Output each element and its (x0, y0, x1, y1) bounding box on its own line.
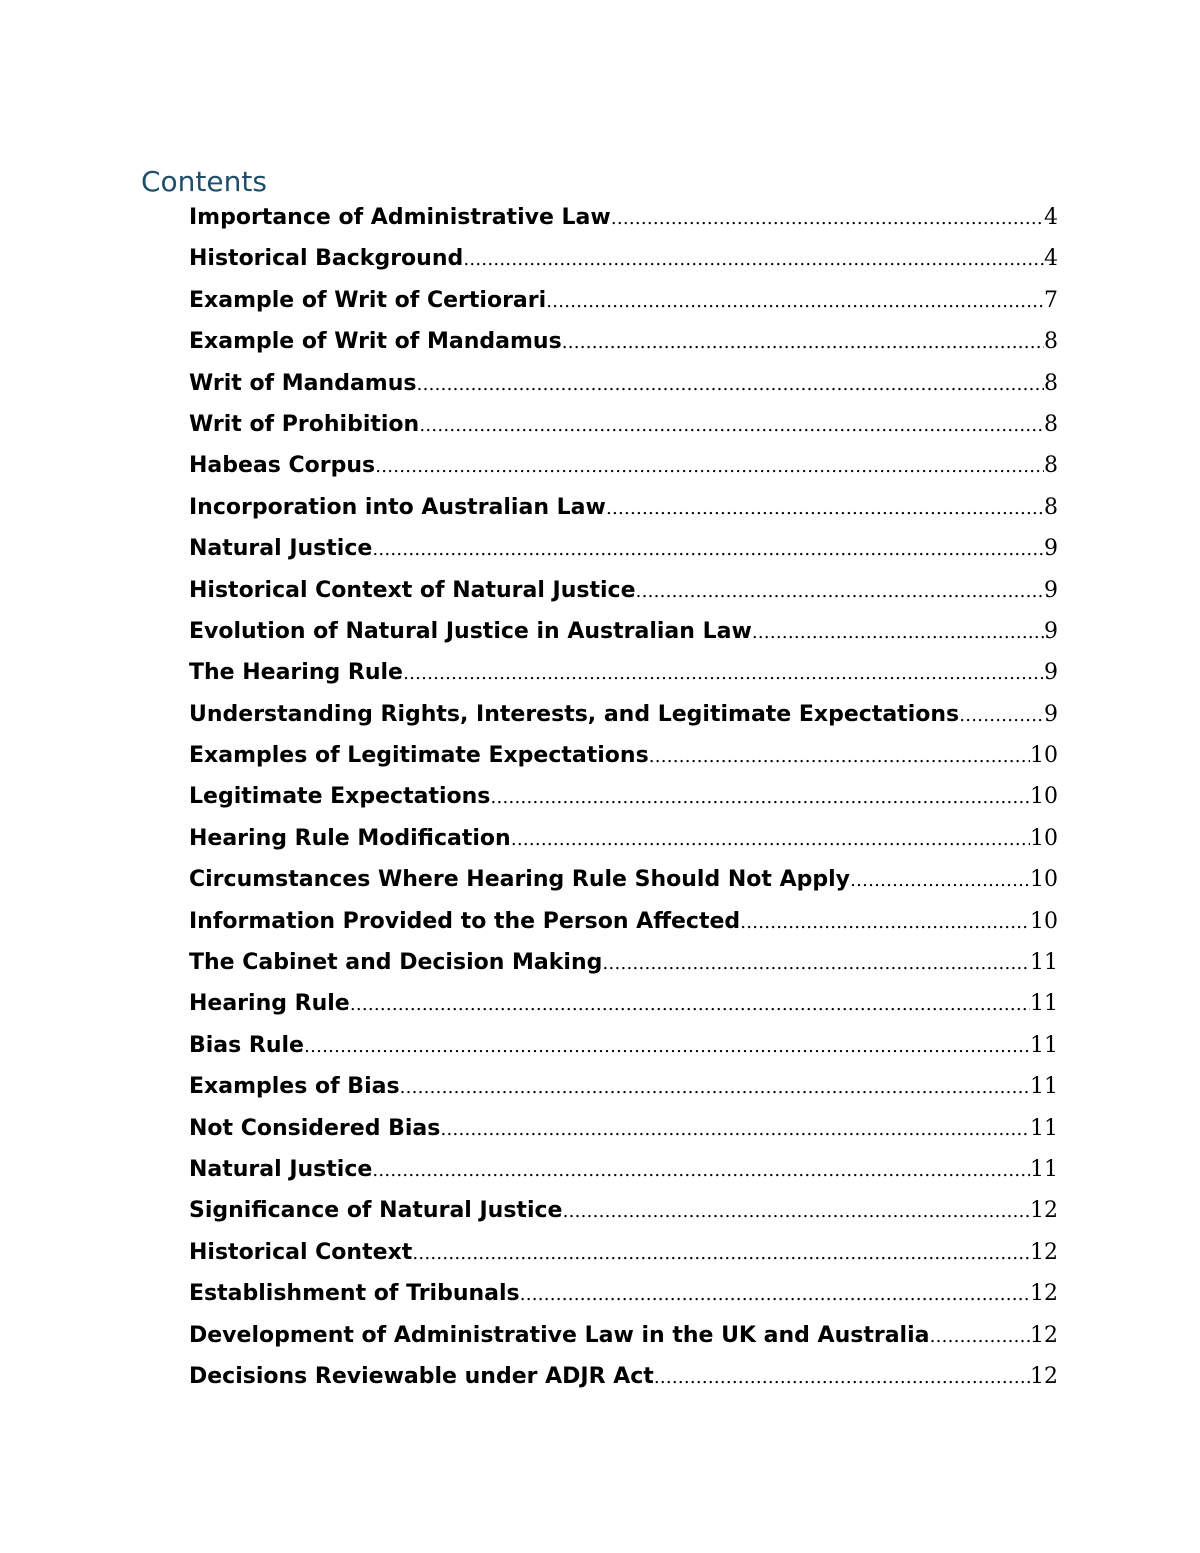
toc-entry[interactable] (189, 238, 1058, 279)
toc-entry-label: Not Considered Bias (189, 1115, 441, 1141)
toc-entry-page: 7 (1044, 287, 1058, 313)
toc-entry-page: 12 (1030, 1281, 1058, 1307)
toc-entry-page: 8 (1044, 370, 1058, 396)
toc-dot-leader (490, 777, 1030, 818)
toc-entry[interactable] (189, 735, 1058, 776)
toc-entry-page: 4 (1044, 246, 1058, 272)
toc-entry-label: Evolution of Natural Justice in Australian Law (189, 618, 752, 644)
toc-entry[interactable] (189, 445, 1058, 486)
toc-entry-label: The Hearing Rule (189, 660, 403, 686)
toc-entry[interactable] (189, 776, 1058, 817)
toc-entry-page: 11 (1030, 1032, 1058, 1058)
toc-entry-page: 11 (1030, 991, 1058, 1017)
toc-entry[interactable] (189, 1149, 1058, 1190)
toc-dot-leader (375, 446, 1044, 487)
toc-entry[interactable] (189, 1066, 1058, 1107)
toc-dot-leader (440, 1109, 1030, 1150)
toc-entry[interactable] (189, 1273, 1058, 1314)
toc-entry-label: Natural Justice (189, 536, 373, 562)
toc-dot-leader (850, 860, 1030, 901)
toc-dot-leader (636, 571, 1044, 612)
toc-entry-label: Natural Justice (189, 1156, 373, 1182)
toc-entry-label: Example of Writ of Mandamus (189, 329, 562, 355)
toc-entry-label: The Cabinet and Decision Making (189, 950, 603, 976)
toc-entry[interactable] (189, 611, 1058, 652)
toc-entry-label: Information Provided to the Person Affected (189, 908, 741, 934)
toc-entry-label: Writ of Mandamus (189, 370, 417, 396)
toc-entry[interactable] (189, 942, 1058, 983)
toc-entry[interactable] (189, 280, 1058, 321)
toc-entry-page: 10 (1030, 784, 1058, 810)
toc-dot-leader (400, 1067, 1030, 1108)
toc-entry[interactable] (189, 901, 1058, 942)
toc-dot-leader (929, 1316, 1030, 1357)
toc-dot-leader (562, 1191, 1030, 1232)
toc-entry-page: 12 (1030, 1239, 1058, 1265)
toc-entry[interactable] (189, 859, 1058, 900)
toc-entry-page: 10 (1030, 825, 1058, 851)
toc-entry-page: 11 (1030, 950, 1058, 976)
toc-entry-page: 10 (1030, 867, 1058, 893)
toc-entry[interactable] (189, 487, 1058, 528)
toc-entry-page: 9 (1044, 618, 1058, 644)
toc-entry-page: 8 (1044, 411, 1058, 437)
toc-entry-page: 9 (1044, 660, 1058, 686)
toc-dot-leader (304, 1026, 1030, 1067)
toc-entry[interactable] (189, 528, 1058, 569)
toc-entry[interactable] (189, 694, 1058, 735)
toc-entry-label: Habeas Corpus (189, 453, 376, 479)
toc-entry-page: 10 (1030, 743, 1058, 769)
toc-dot-leader (562, 322, 1044, 363)
toc-entry[interactable] (189, 363, 1058, 404)
toc-entry[interactable] (189, 1190, 1058, 1231)
toc-entry-page: 9 (1044, 577, 1058, 603)
toc-entry-label: Understanding Rights, Interests, and Legitimate Expectations (189, 701, 960, 727)
toc-entry-page: 9 (1044, 536, 1058, 562)
toc-entry-label: Hearing Rule Modification (189, 825, 511, 851)
toc-entry[interactable] (189, 818, 1058, 859)
toc-entry[interactable] (189, 570, 1058, 611)
toc-entry-label: Establishment of Tribunals (189, 1281, 520, 1307)
toc-entry-page: 11 (1030, 1115, 1058, 1141)
toc-dot-leader (416, 364, 1044, 405)
toc-entry-page: 11 (1030, 1074, 1058, 1100)
toc-dot-leader (412, 1233, 1030, 1274)
toc-entry[interactable] (189, 197, 1058, 238)
toc-dot-leader (463, 239, 1044, 280)
toc-entry-page: 8 (1044, 453, 1058, 479)
toc-entry[interactable] (189, 1315, 1058, 1356)
toc-entry[interactable] (189, 404, 1058, 445)
toc-entry-label: Development of Administrative Law in the UK and Australia (189, 1322, 930, 1348)
toc-dot-leader (372, 529, 1044, 570)
toc-dot-leader (372, 1150, 1030, 1191)
toc-dot-leader (546, 281, 1044, 322)
toc-dot-leader (752, 612, 1044, 653)
toc-dot-leader (602, 943, 1030, 984)
toc-entry-label: Hearing Rule (189, 991, 350, 1017)
toc-entry-label: Historical Context of Natural Justice (189, 577, 636, 603)
toc-entry-label: Incorporation into Australian Law (189, 494, 606, 520)
toc-entry-label: Circumstances Where Hearing Rule Should Not Apply (189, 867, 850, 893)
toc-dot-leader (403, 653, 1044, 694)
toc-entry-label: Significance of Natural Justice (189, 1198, 563, 1224)
toc-dot-leader (959, 695, 1044, 736)
toc-dot-leader (740, 902, 1030, 943)
toc-entry-label: Example of Writ of Certiorari (189, 287, 547, 313)
toc-entry[interactable] (189, 1356, 1058, 1397)
toc-list (189, 197, 1058, 1397)
toc-entry[interactable] (189, 1025, 1058, 1066)
toc-dot-leader (654, 1357, 1030, 1398)
toc-entry-label: Examples of Bias (189, 1074, 400, 1100)
toc-entry[interactable] (189, 1232, 1058, 1273)
toc-entry-page: 12 (1030, 1322, 1058, 1348)
toc-entry-page: 4 (1044, 205, 1058, 230)
toc-entry-label: Historical Context (189, 1239, 413, 1265)
toc-entry-page: 12 (1030, 1198, 1058, 1224)
toc-entry-label: Decisions Reviewable under ADJR Act (189, 1363, 654, 1389)
toc-entry-page: 8 (1044, 494, 1058, 520)
toc-entry-label: Bias Rule (189, 1032, 304, 1058)
toc-entry-page: 9 (1044, 701, 1058, 727)
toc-dot-leader (520, 1274, 1030, 1315)
toc-dot-leader (511, 819, 1030, 860)
toc-entry[interactable] (189, 321, 1058, 362)
toc-dot-leader (649, 736, 1030, 777)
toc-entry-label: Importance of Administrative Law (189, 205, 611, 230)
toc-entry-label: Writ of Prohibition (189, 411, 420, 437)
toc-entry-page: 8 (1044, 329, 1058, 355)
toc-entry[interactable] (189, 983, 1058, 1024)
toc-dot-leader (611, 198, 1044, 239)
toc-entry-label: Examples of Legitimate Expectations (189, 743, 649, 769)
toc-dot-leader (419, 405, 1044, 446)
toc-entry[interactable] (189, 652, 1058, 693)
toc-dot-leader (606, 488, 1044, 529)
toc-dot-leader (350, 984, 1030, 1025)
toc-entry-page: 10 (1030, 908, 1058, 934)
toc-entry-label: Historical Background (189, 246, 464, 272)
toc-entry-page: 12 (1030, 1363, 1058, 1389)
toc-entry-page: 11 (1030, 1156, 1058, 1182)
toc-entry-label: Legitimate Expectations (189, 784, 491, 810)
toc-entry[interactable] (189, 1108, 1058, 1149)
toc-heading: Contents (141, 165, 267, 198)
